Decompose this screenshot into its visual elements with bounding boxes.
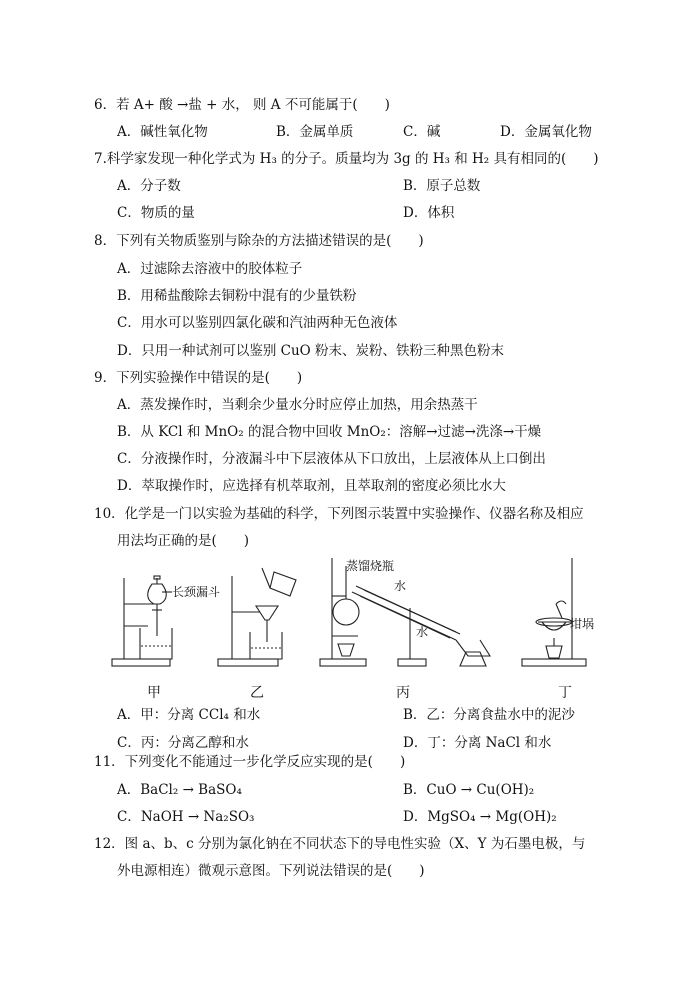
q8-option-c: C．用水可以鉴别四氯化碳和汽油两种无色液体 xyxy=(117,315,398,331)
q11-option-a: A．BaCl₂ → BaSO₄ xyxy=(117,782,242,798)
q12-stem-line1: 12．图 a、b、c 分别为氯化钠在不同状态下的导电性实验（X、Y 为石墨电极，与 xyxy=(94,836,586,852)
q7-option-c: C．物质的量 xyxy=(117,205,195,221)
q8-option-a: A．过滤除去溶液中的胶体粒子 xyxy=(117,261,303,277)
apparatus-figure xyxy=(110,556,610,676)
q7-stem: 7.科学家发现一种化学式为 H₃ 的分子。质量均为 3g 的 H₃ 和 H₂ 具有相同的( ) xyxy=(94,151,599,167)
q8-option-d: D．只用一种试剂可以鉴别 CuO 粉末、炭粉、铁粉三种黑色粉末 xyxy=(117,343,504,359)
q9-option-b: B．从 KCl 和 MnO₂ 的混合物中回收 MnO₂：溶解→过滤→洗涤→干燥 xyxy=(117,424,542,440)
label-flask: 蒸馏烧瓶 xyxy=(346,559,395,573)
label-water-out: 水 xyxy=(416,625,429,639)
q9-option-a: A．蒸发操作时，当剩余少量水分时应停止加热，用余热蒸干 xyxy=(117,397,478,413)
apparatus-ding xyxy=(522,558,586,666)
q9-option-d: D．萃取操作时，应选择有机萃取剂，且萃取剂的密度必须比水大 xyxy=(117,478,506,494)
apparatus-label-yi: 乙 xyxy=(250,685,264,701)
q10-option-b: B．乙：分离食盐水中的泥沙 xyxy=(403,707,575,723)
apparatus-yi xyxy=(218,568,296,666)
apparatus-jia xyxy=(112,576,172,666)
q6-option-a: A．碱性氧化物 xyxy=(117,124,208,140)
q11-option-d: D．MgSO₄ → Mg(OH)₂ xyxy=(403,809,557,825)
apparatus-label-bing: 丙 xyxy=(396,685,410,701)
apparatus-label-ding: 丁 xyxy=(558,685,572,701)
q7-option-d: D．体积 xyxy=(403,205,455,221)
q10-option-a: A．甲：分离 CCl₄ 和水 xyxy=(117,707,261,723)
label-funnel: 长颈漏斗 xyxy=(172,585,221,599)
q10-stem-line2: 用法均正确的是( ) xyxy=(117,533,250,549)
q10-stem-line1: 10．化学是一门以实验为基础的科学，下列图示装置中实验操作、仪器名称及相应 xyxy=(94,506,584,522)
q7-option-b: B．原子总数 xyxy=(403,178,481,194)
q11-option-b: B．CuO → Cu(OH)₂ xyxy=(403,782,535,798)
apparatus-bing xyxy=(320,558,490,666)
q6-option-b: B．金属单质 xyxy=(276,124,354,140)
label-crucible: 坩埚 xyxy=(570,617,595,631)
q6-option-d: D．金属氧化物 xyxy=(500,124,592,140)
q9-stem: 9．下列实验操作中错误的是( ) xyxy=(94,370,303,386)
q6-option-c: C．碱 xyxy=(403,124,441,140)
apparatus-label-jia: 甲 xyxy=(147,685,161,701)
label-water-in: 水 xyxy=(394,579,407,593)
q8-option-b: B．用稀盐酸除去铜粉中混有的少量铁粉 xyxy=(117,288,357,304)
q10-option-c: C．丙：分离乙醇和水 xyxy=(117,735,249,751)
q11-option-c: C．NaOH → Na₂SO₃ xyxy=(117,809,255,825)
q9-option-c: C．分液操作时，分液漏斗中下层液体从下口放出，上层液体从上口倒出 xyxy=(117,451,546,467)
q7-option-a: A．分子数 xyxy=(117,178,181,194)
q12-stem-line2: 外电源相连）微观示意图。下列说法错误的是( ) xyxy=(117,863,425,879)
q10-option-d: D．丁：分离 NaCl 和水 xyxy=(403,735,552,751)
q6-stem: 6．若 A+ 酸 →盐 + 水， 则 A 不可能属于( ) xyxy=(94,97,390,113)
q11-stem: 11．下列变化不能通过一步化学反应实现的是( ) xyxy=(94,754,406,770)
q8-stem: 8．下列有关物质鉴别与除杂的方法描述错误的是( ) xyxy=(94,233,424,249)
